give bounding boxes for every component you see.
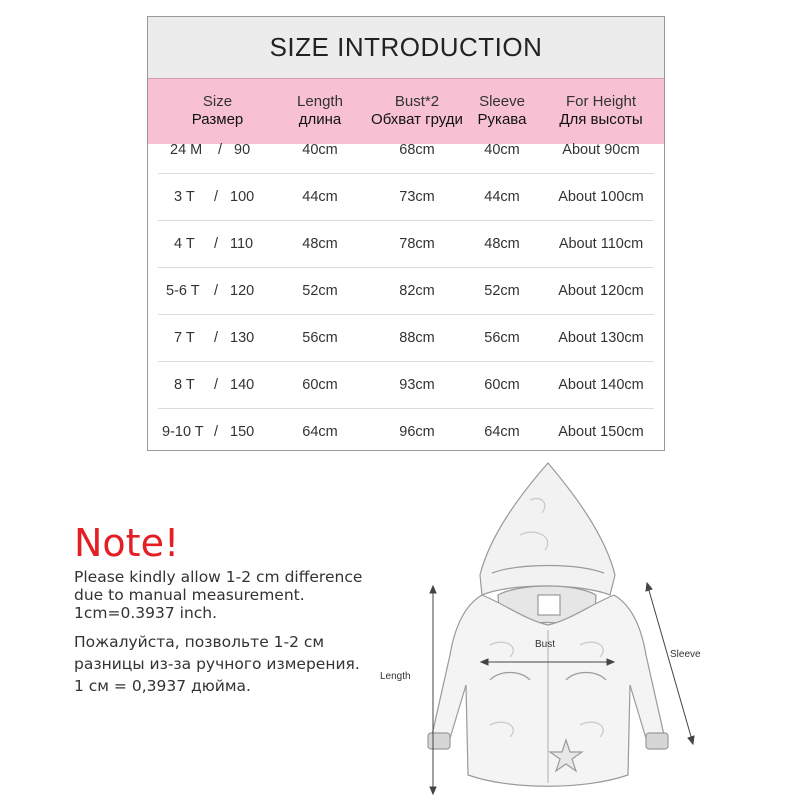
size-separator: /	[214, 189, 219, 205]
row-length: 64cm	[302, 424, 338, 440]
row-size-height: 110	[230, 236, 254, 252]
header-sleeve-en: Sleeve	[479, 93, 525, 110]
header-length-ru: длина	[298, 111, 342, 128]
row-bust: 93cm	[399, 377, 435, 393]
row-size-height: 150	[230, 424, 255, 440]
row-sleeve: 56cm	[484, 330, 520, 346]
row-sleeve: 52cm	[484, 283, 520, 299]
header-size	[170, 93, 265, 129]
row-height: About 120cm	[558, 283, 644, 299]
row-bust: 73cm	[399, 189, 435, 205]
hooded-jacket-illustration	[370, 455, 730, 800]
row-bust: 82cm	[399, 283, 435, 299]
table-row	[148, 268, 664, 315]
length-label: Length	[380, 671, 411, 682]
row-length: 60cm	[302, 377, 338, 393]
note-title: Note!	[74, 521, 180, 565]
row-height: About 140cm	[558, 377, 644, 393]
row-size-label: 5-6 T	[166, 283, 200, 299]
row-size-label: 8 T	[174, 377, 195, 393]
row-height: About 110cm	[558, 236, 644, 252]
row-sleeve: 60cm	[484, 377, 520, 393]
header-height-en: For Height	[565, 93, 637, 110]
header-height-ru: Для высоты	[559, 111, 643, 128]
size-separator: /	[214, 377, 219, 393]
row-height: About 150cm	[558, 424, 644, 440]
row-length: 52cm	[302, 283, 338, 299]
row-sleeve: 64cm	[484, 424, 520, 440]
size-separator: /	[214, 283, 219, 299]
row-size-height: 90	[234, 142, 251, 158]
table-title-bar	[148, 17, 664, 78]
row-length: 44cm	[302, 189, 338, 205]
row-sleeve: 44cm	[484, 189, 520, 205]
row-sleeve: 40cm	[484, 142, 520, 158]
row-size-height: 100	[230, 189, 255, 205]
note-en-line-3: 1cm=0.3937 inch.	[74, 604, 218, 622]
note-ru-line-2: разницы из-за ручного измерения.	[74, 655, 360, 673]
note-ru-line-3: 1 см = 0,3937 дюйма.	[74, 677, 251, 695]
sleeve-label: Sleeve	[670, 649, 701, 660]
row-bust: 88cm	[399, 330, 435, 346]
table-row	[148, 174, 664, 221]
row-size-height: 140	[230, 377, 255, 393]
row-size-label: 7 T	[174, 330, 195, 346]
header-sleeve	[452, 93, 552, 129]
table-row	[148, 315, 664, 362]
note-en-line-1: Please kindly allow 1-2 cm difference	[74, 568, 363, 586]
table-row	[148, 409, 664, 456]
header-bust-ru: Обхват груди	[371, 111, 463, 128]
row-height: About 130cm	[558, 330, 644, 346]
note-en-line-2: due to manual measurement.	[74, 586, 305, 604]
table-title: SIZE INTRODUCTION	[269, 32, 543, 62]
table-row	[148, 221, 664, 268]
row-size-label: 9-10 T	[162, 424, 204, 440]
header-bust-en: Bust*2	[394, 93, 440, 110]
table-row	[148, 127, 664, 174]
size-separator: /	[214, 330, 219, 346]
row-height: About 90cm	[562, 142, 640, 158]
row-size-height: 130	[230, 330, 255, 346]
row-length: 40cm	[302, 142, 338, 158]
row-size-height: 120	[230, 283, 255, 299]
row-bust: 96cm	[399, 424, 435, 440]
header-sleeve-ru: Рукава	[477, 111, 527, 128]
table-row	[148, 362, 664, 409]
row-length: 56cm	[302, 330, 338, 346]
note-ru-line-1: Пожалуйста, позвольте 1-2 см	[74, 633, 325, 651]
row-sleeve: 48cm	[484, 236, 520, 252]
size-separator: /	[218, 142, 223, 158]
row-size-label: 3 T	[174, 189, 195, 205]
header-length	[270, 93, 370, 129]
row-bust: 78cm	[399, 236, 435, 252]
row-height: About 100cm	[558, 189, 644, 205]
jacket-diagram	[370, 455, 730, 800]
row-size-label: 24 M	[170, 142, 203, 158]
size-table	[147, 16, 665, 451]
bust-label: Bust	[535, 639, 556, 650]
size-separator: /	[214, 236, 219, 252]
row-bust: 68cm	[399, 142, 435, 158]
header-size-ru: Размер	[191, 111, 244, 128]
row-size-label: 4 T	[174, 236, 195, 252]
row-length: 48cm	[302, 236, 338, 252]
header-height	[546, 93, 656, 129]
size-separator: /	[214, 424, 219, 440]
header-length-en: Length	[297, 93, 343, 110]
header-size-en: Size	[202, 93, 233, 110]
